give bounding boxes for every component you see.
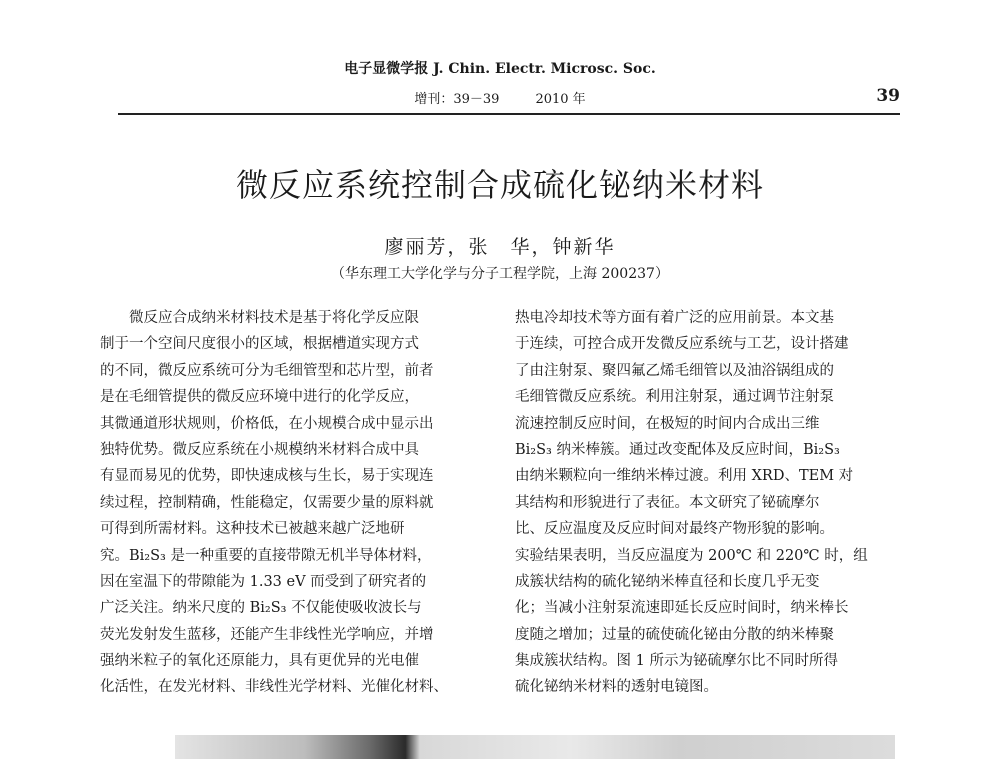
text-line: 有显而易见的优势，即快速成核与生长，易于实现连 (100, 468, 434, 485)
header-rule (118, 113, 900, 115)
left-column (100, 305, 475, 701)
text-line: 是在毛细管提供的微反应环境中进行的化学反应， (100, 389, 419, 406)
text-line: 流速控制反应时间，在极短的时间内合成出三维 (515, 415, 820, 432)
issue-info (0, 88, 1000, 107)
tem-figure-image (175, 735, 895, 759)
text-line: 集成簇状结构。图 1 所示为铋硫摩尔比不同时所得 (515, 653, 838, 670)
text-line: 续过程，控制精确，性能稳定，仅需要少量的原料就 (100, 494, 434, 511)
text-line: 于连续，可控合成开发微反应系统与工艺，设计搭建 (515, 336, 849, 353)
text-line: 硫化铋纳米材料的透射电镜图。 (515, 679, 718, 696)
text-line: 究。Bi₂S₃ 是一种重要的直接带隙无机半导体材料， (100, 547, 432, 564)
text-line: 独特优势。微反应系统在小规模纳米材料合成中具 (100, 441, 419, 458)
text-line: 化活性，在发光材料、非线性光学材料、光催化材料、 (100, 679, 448, 696)
text-line: 毛细管微反应系统。利用注射泵，通过调节注射泵 (515, 389, 834, 406)
text-line: 其微通道形状规则，价格低，在小规模合成中显示出 (100, 415, 434, 432)
paper-title: 微反应系统控制合成硫化铋纳米材料 (235, 166, 764, 204)
text-line: 度随之增加；过量的硫使硫化铋由分散的纳米棒聚 (515, 626, 834, 643)
text-line: 广泛关注。纳米尺度的 Bi₂S₃ 不仅能使吸收波长与 (100, 600, 422, 617)
right-column (515, 305, 900, 701)
text-line: 由纳米颗粒向一维纳米棒过渡。利用 XRD、TEM 对 (515, 468, 854, 485)
page-number: 39 (876, 86, 900, 106)
text-line: 实验结果表明，当反应温度为 200℃ 和 220℃ 时，组 (515, 547, 868, 564)
author-list: 廖丽芳，张 华，钟新华 (384, 236, 616, 258)
text-line: 微反应合成纳米材料技术是基于将化学反应限 (129, 310, 419, 326)
text-line: 化；当减小注射泵流速即延长反应时间时，纳米棒长 (515, 600, 849, 617)
text-line: Bi₂S₃ 纳米棒簇。通过改变配体及反应时间，Bi₂S₃ (515, 441, 840, 458)
text-line: 荧光发射发生蓝移，还能产生非线性光学响应，并增 (100, 626, 434, 643)
text-line: 热电冷却技术等方面有着广泛的应用前景。本文基 (515, 310, 834, 326)
text-line: 制于一个空间尺度很小的区域，根据槽道实现方式 (100, 336, 419, 353)
publication-year: 2010 年 (535, 92, 586, 107)
text-line: 因在室温下的带隙能为 1.33 eV 而受到了研究者的 (100, 573, 427, 590)
text-line: 其结构和形貌进行了表征。本文研究了铋硫摩尔 (515, 494, 820, 511)
text-line: 可得到所需材料。这种技术已被越来越广泛地研 (100, 521, 405, 538)
text-line: 强纳米粒子的氧化还原能力，具有更优异的光电催 (100, 653, 419, 670)
text-line: 比、反应温度及反应时间对最终产物形貌的影响。 (515, 521, 834, 538)
text-line: 了由注射泵、聚四氟乙烯毛细管以及油浴锅组成的 (515, 362, 834, 379)
supplement-pages: 增刊：39－39 (414, 92, 500, 107)
journal-header: 电子显微学报 J. Chin. Electr. Microsc. Soc. (344, 61, 656, 77)
affiliation: （华东理工大学化学与分子工程学院，上海 200237） (331, 266, 669, 282)
text-line: 的不同，微反应系统可分为毛细管型和芯片型，前者 (100, 362, 434, 379)
text-line: 成簇状结构的硫化铋纳米棒直径和长度几乎无变 (515, 573, 820, 590)
